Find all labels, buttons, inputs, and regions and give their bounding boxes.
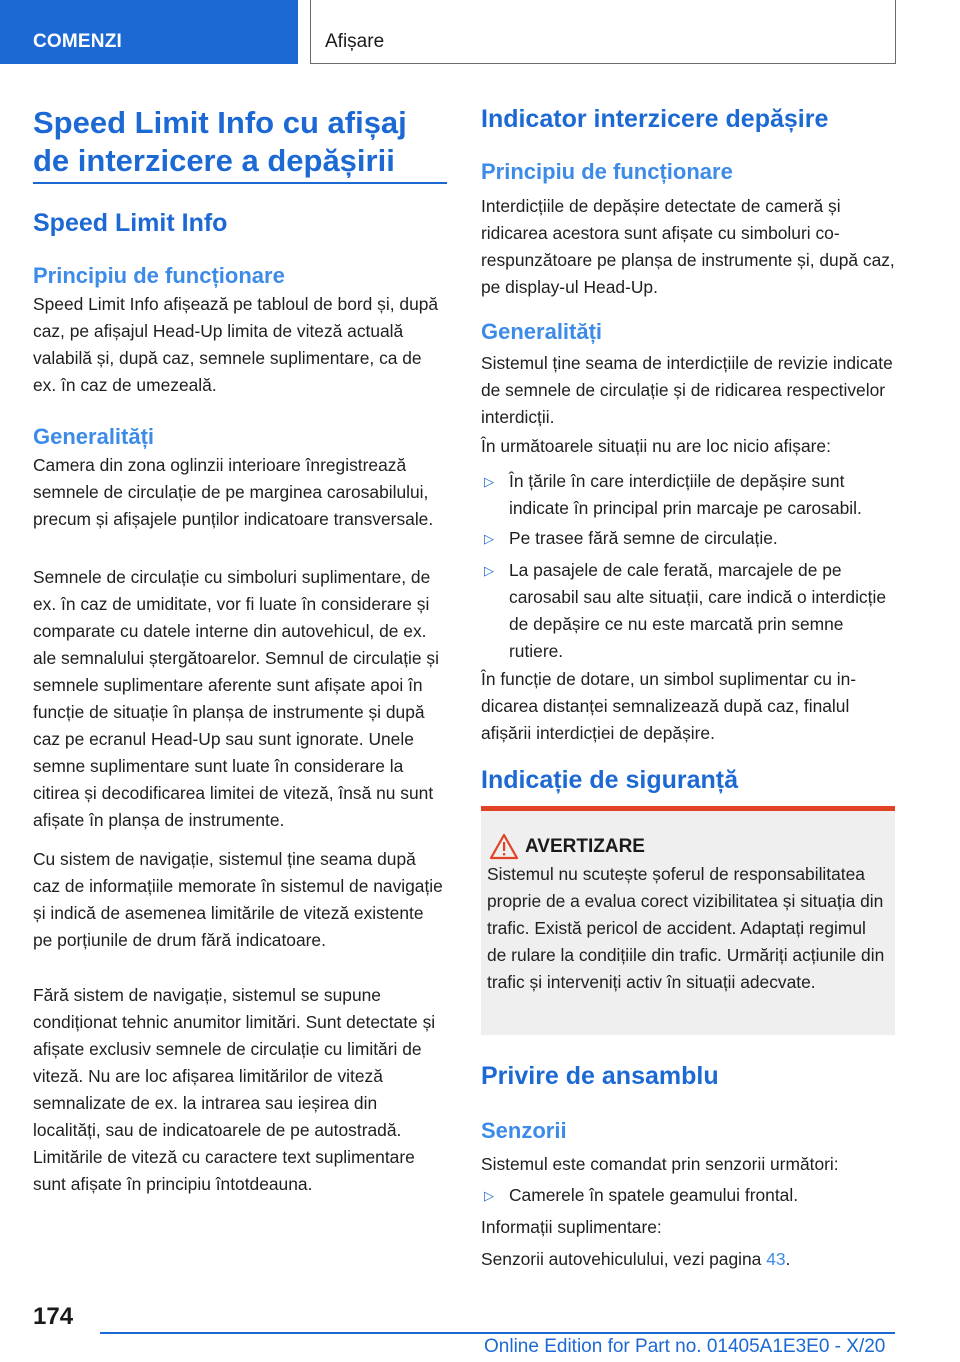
general-paragraph: Camera din zona oglinzii interioare înregistrează semnele de circulație de pe marginea carosabilului, precum și afișajele punților indicatoare transversale. [33,455,434,529]
general-heading: Generalități [481,319,603,344]
bullet-triangle-icon: ▷ [484,1188,494,1203]
general-paragraph: Fără sistem de navigație, sistemul se supune condiționat tehnic anumitor limitări. Sunt detectate și afișate exclusiv semnele de circulație cu limitări de viteză. Nu are loc afișarea limitărilor de viteză semnalizate de ex. la intrarea sau ieșirea din localități, sau de indicatoarele de pe autostradă. Limitările de viteză cu caractere text suplimentare sunt afișate în principiu întotdeauna. [33,985,436,1194]
safety-heading: Indicație de siguranță [481,766,739,794]
warning-title: AVERTIZARE [525,836,645,857]
principle-heading: Principiu de funcționare [481,159,733,184]
principle-text: Speed Limit Info afișează pe tabloul de bord și, după caz, pe afișajul Head-Up limita de viteză actuală valabilă și, după caz, semnele suplimentare, ca de ex. în caz de umezeală. [33,294,439,395]
page-title: Speed Limit Info cu afișaj de interzicere a depășirii [33,105,407,178]
list-item: ▷ Pe trasee fără semne de circulație. [481,525,895,552]
subsection-title: Speed Limit Info [33,209,228,237]
footer-edition: Online Edition for Part no. 01405A1E3E0 - X/20 [484,1336,886,1357]
bullet-triangle-icon: ▷ [484,531,494,546]
overview-heading: Privire de ansamblu [481,1062,719,1090]
title-divider [33,182,447,184]
list-item: ▷ La pasajele de cale ferată, marcajele de pe carosabil sau alte situații, care indică o interdicție de depășire ce nu este marcată prin semne rutiere. [481,557,895,665]
page-number: 174 [33,1303,74,1330]
footer-divider [100,1332,895,1334]
general-paragraph: Sistemul ține seama de interdicțiile de revizie indicate de semnele de circulație și de ridicarea respectivelor interdicții. [481,353,893,427]
list-item: ▷ Camerele în spatele geamului frontal. [481,1182,895,1209]
bullet-triangle-icon: ▷ [484,474,494,489]
chapter-label: Afișare [325,31,385,52]
section-title: Indicator interzicere depășire [481,105,829,133]
principle-text: Interdicțiile de depășire detectate de cameră și ridicarea acestora sunt afișate cu simboluri corespunzătoare pe planșa de instrumente și, după caz, pe display-ul Head-Up. [481,196,895,297]
warning-triangle-icon [489,833,519,861]
warning-box [481,806,895,1035]
principle-heading: Principiu de funcționare [33,263,285,288]
sensors-text: Sistemul este comandat prin senzorii următori: [481,1154,839,1174]
section-label: COMENZI [33,31,123,52]
general-paragraph: În funcție de dotare, un simbol suplimentar cu indicarea distanței semnalizează după caz, finalul afișării interdicției de depășire. [481,669,857,743]
chapter-tab [310,0,896,64]
bullet-triangle-icon: ▷ [484,563,494,578]
general-heading: Generalități [33,424,155,449]
general-paragraph: În următoarele situații nu are loc nicio afișare: [481,436,831,456]
page-link[interactable]: 43 [766,1249,786,1269]
general-paragraph: Cu sistem de navigație, sistemul ține seama după caz de informațiile memorate în sistemul de navigație și indică de asemenea limitările de viteză existente pe porțiunile de drum fără indicatoare. [33,849,443,950]
warning-text: Sistemul nu scutește șoferul de responsabilitatea proprie de a evalua corect vizibilitatea și situația din trafic. Există pericol de accident. Adaptați regimul de rulare la condițiile din trafic. Urmăriți acțiunile din trafic și interveniți activ în situații adecvate. [487,864,885,992]
list-item: ▷ În țările în care interdicțiile de depășire sunt indicate în principal prin marcaje pe carosabil. [481,468,895,522]
info-reference: Senzorii autovehiculului, vezi pagina 43. [481,1249,791,1269]
section-tab [0,0,298,64]
warning-bar [481,806,895,811]
sensors-heading: Senzorii [481,1118,567,1143]
info-label: Informații suplimentare: [481,1217,662,1237]
general-paragraph: Semnele de circulație cu simboluri suplimentare, de ex. în caz de umiditate, vor fi luate în considerare și comparate cu datele interne din autovehicul, de ex. ale semnalului ștergătoarelor. Semnul de circulație și semnele suplimentare aferente sunt afișate apoi în funcție de situație în planșa de instrumente și după caz pe ecranul Head-Up sau sunt ignorate. Unele semne suplimentare sunt luate în considerare la citirea și decodificarea limitei de viteză, însă nu sunt afișate în planșa de instrumente. [33,567,439,830]
